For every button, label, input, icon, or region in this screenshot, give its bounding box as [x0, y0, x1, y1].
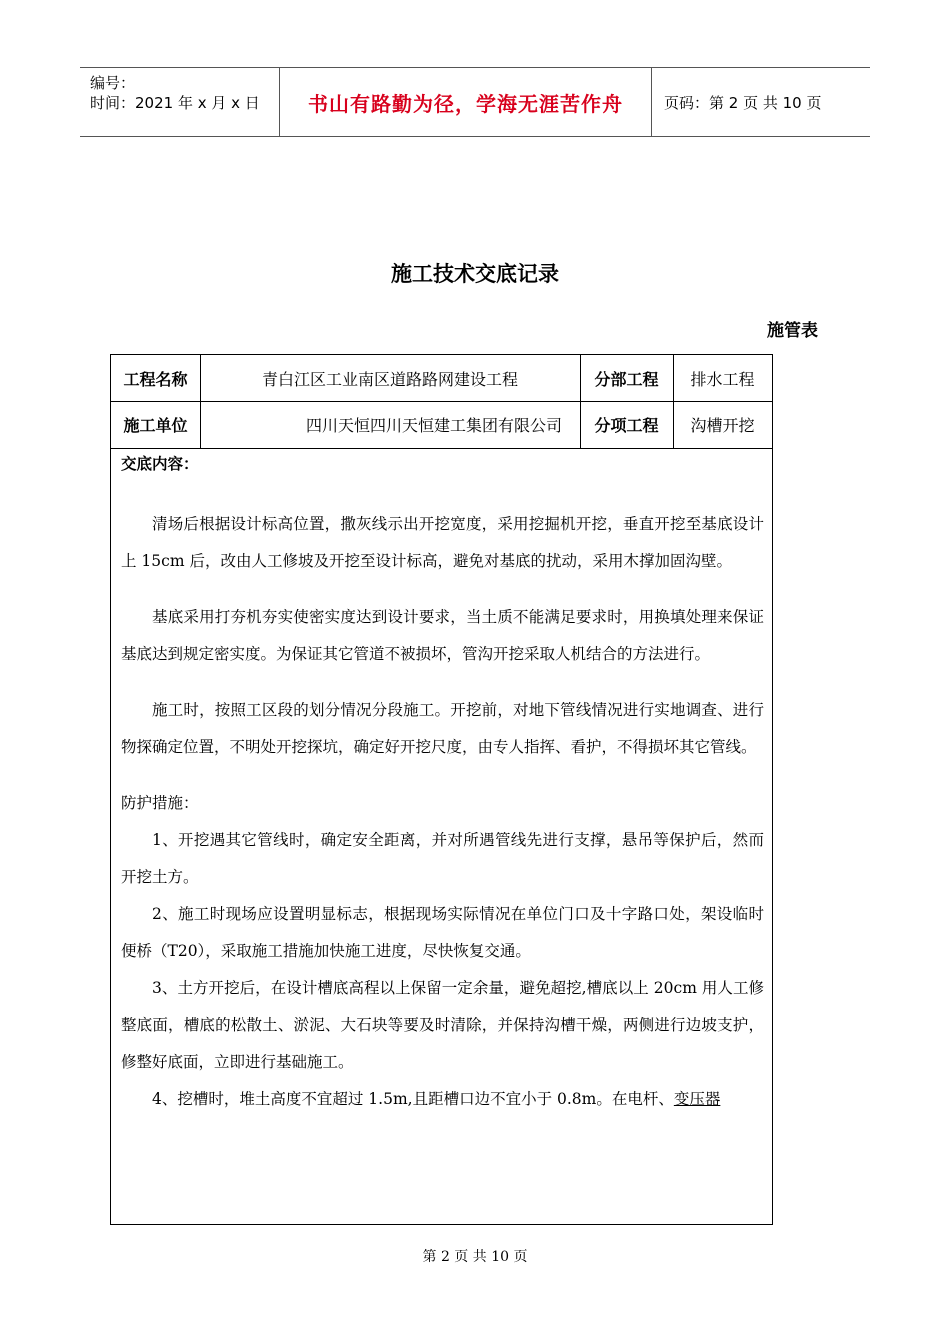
content-paragraph: 清场后根据设计标高位置，撒灰线示出开挖宽度，采用挖掘机开挖，垂直开挖至基底设计上 15cm 后，改由人工修坡及开挖至设计标高，避免对基底的扰动，采用木撑加固沟壁。 [121, 515, 764, 570]
time-label: 时间：2021 年 x 月 x 日 [90, 94, 260, 112]
contractor-label: 施工单位 [123, 416, 188, 435]
document-title: 施工技术交底记录 [391, 262, 559, 286]
subitem-value: 沟槽开挖 [690, 416, 755, 435]
spacer [121, 766, 764, 785]
measure-4-underlined: 变压器 [673, 1090, 721, 1108]
form-code: 施管表 [767, 321, 818, 341]
page-info: 页码：第 2 页 共 10 页 [664, 93, 822, 112]
page-header [80, 67, 870, 137]
spacer [121, 487, 764, 506]
measures-label: 防护措施： [121, 794, 199, 812]
motto: 书山有路勤为径，学海无涯苦作舟 [308, 91, 623, 116]
division-label: 分部工程 [594, 369, 659, 389]
spacer [121, 673, 764, 692]
project-name-label: 工程名称 [123, 369, 188, 389]
measure-item: 3、土方开挖后，在设计槽底高程以上保留一定余量，避免超挖,槽底以上 20cm 用人工修整底面，槽底的松散土、淤泥、大石块等要及时清除，并保持沟槽干燥，两侧进行边坡支护，修整好底面，立即进行基础施工。 [121, 979, 764, 1071]
measure-4-text: 4、挖槽时，堆土高度不宜超过 1.5m,且距槽口边不宜小于 0.8m。在电杆、 [152, 1090, 674, 1108]
content-paragraph: 施工时，按照工区段的划分情况分段施工。开挖前，对地下管线情况进行实地调查、进行物探确定位置，不明处开挖探坑，确定好开挖尺度，由专人指挥、看护，不得损坏其它管线。 [121, 701, 764, 756]
code-label: 编号： [90, 74, 136, 92]
division-value: 排水工程 [690, 369, 755, 389]
contractor-value: 四川天恒四川天恒建工集团有限公司 [305, 416, 562, 435]
measure-item [121, 1081, 764, 1118]
measure-item: 1、开挖遇其它管线时，确定安全距离，并对所遇管线先进行支撑，悬吊等保护后，然而开挖土方。 [121, 831, 764, 886]
project-name-value: 青白江区工业南区道路路网建设工程 [261, 369, 518, 389]
measure-item: 2、施工时现场应设置明显标志，根据现场实际情况在单位门口及十字路口处，架设临时便桥（T20），采取施工措施加快施工进度，尽快恢复交通。 [121, 905, 764, 960]
content-paragraph: 基底采用打夯机夯实使密实度达到设计要求，当土质不能满足要求时，用换填处理来保证基底达到规定密实度。为保证其它管道不被损坏，管沟开挖采取人机结合的方法进行。 [121, 608, 764, 663]
page-footer: 第 2 页 共 10 页 [422, 1249, 528, 1265]
subitem-label: 分项工程 [594, 416, 659, 435]
disclosure-table [110, 354, 773, 1225]
table-hline [111, 448, 772, 449]
disclosure-content [121, 451, 764, 1224]
spacer [121, 580, 764, 599]
header-motto-cell [280, 68, 652, 136]
header-meta [80, 68, 280, 136]
content-label: 交底内容： [121, 455, 199, 473]
